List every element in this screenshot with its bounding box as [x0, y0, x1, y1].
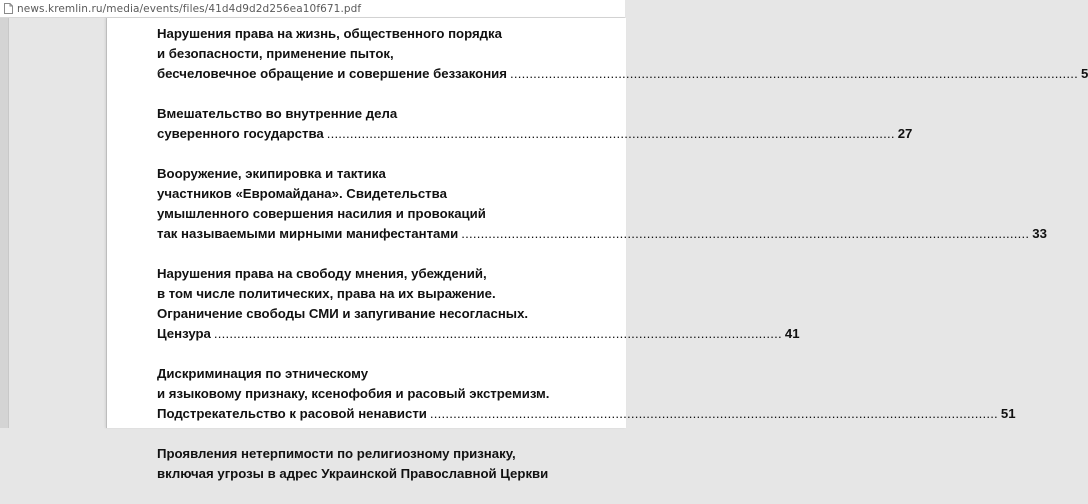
toc-entry-line: участников «Евромайдана». Свидетельства [157, 186, 447, 201]
toc-entry[interactable] [157, 364, 1016, 424]
toc-page-number: 51 [1000, 406, 1016, 421]
viewer-side-strip [0, 18, 9, 428]
toc-entry-line: Подстрекательство к расовой ненависти [157, 406, 427, 421]
toc-entry-line: Вооружение, экипировка и тактика [157, 166, 386, 181]
toc-entry-last-line [157, 224, 1047, 244]
toc-entry-line: и безопасности, применение пыток, [157, 46, 394, 61]
dot-leader [510, 64, 1078, 84]
toc-entry-last-line [157, 324, 800, 344]
toc-entry-line: Нарушения права на жизнь, общественного порядка [157, 26, 502, 41]
page-icon [3, 3, 13, 15]
toc-entry-line: так называемыми мирными манифестантами [157, 226, 459, 241]
toc-entry-line: умышленного совершения насилия и провокаций [157, 206, 486, 221]
toc-entry[interactable] [157, 444, 572, 484]
address-bar[interactable] [0, 0, 625, 18]
toc-entry-line: Дискриминация по этническому [157, 366, 369, 381]
toc-page-number: 5 [1081, 66, 1088, 81]
table-of-contents [157, 24, 1088, 504]
toc-entry-line: в том числе политических, права на их выражение. [157, 286, 496, 301]
toc-entry-line: бесчеловечное обращение и совершение беззакония [157, 66, 507, 81]
toc-entry-line: и языковому признаку, ксенофобия и расовый экстремизм. [157, 386, 550, 401]
dot-leader [214, 324, 782, 344]
toc-entry-last-line [157, 404, 1016, 424]
dot-leader [430, 404, 998, 424]
toc-entry[interactable] [157, 104, 913, 144]
toc-entry[interactable] [157, 264, 800, 344]
toc-page-number: 33 [1032, 226, 1047, 241]
dot-leader [327, 124, 895, 144]
toc-entry-line: Нарушения права на свободу мнения, убеждений, [157, 266, 487, 281]
toc-entry-line: Ограничение свободы СМИ и запугивание несогласных. [157, 306, 529, 321]
toc-entry-line: включая угрозы в адрес Украинской Православной Церкви [157, 466, 549, 481]
toc-page-number: 41 [784, 326, 800, 341]
toc-page-number: 27 [897, 126, 913, 141]
dot-leader [461, 224, 1029, 244]
toc-entry-line: Вмешательство во внутренние дела [157, 106, 398, 121]
toc-entry[interactable] [157, 164, 1047, 244]
pdf-page [106, 18, 1088, 481]
toc-entry[interactable] [157, 24, 1088, 84]
toc-entry-line: суверенного государства [157, 126, 324, 141]
toc-entry-last-line [157, 124, 913, 144]
toc-entry-line: Цензура [157, 326, 211, 341]
pdf-viewer[interactable] [0, 18, 1088, 481]
toc-entry-line: Проявления нетерпимости по религиозному признаку, [157, 446, 516, 461]
toc-entry-last-line [157, 64, 1088, 84]
url-text[interactable]: news.kremlin.ru/media/events/files/41d4d9d2d256ea10f671.pdf [17, 2, 362, 15]
